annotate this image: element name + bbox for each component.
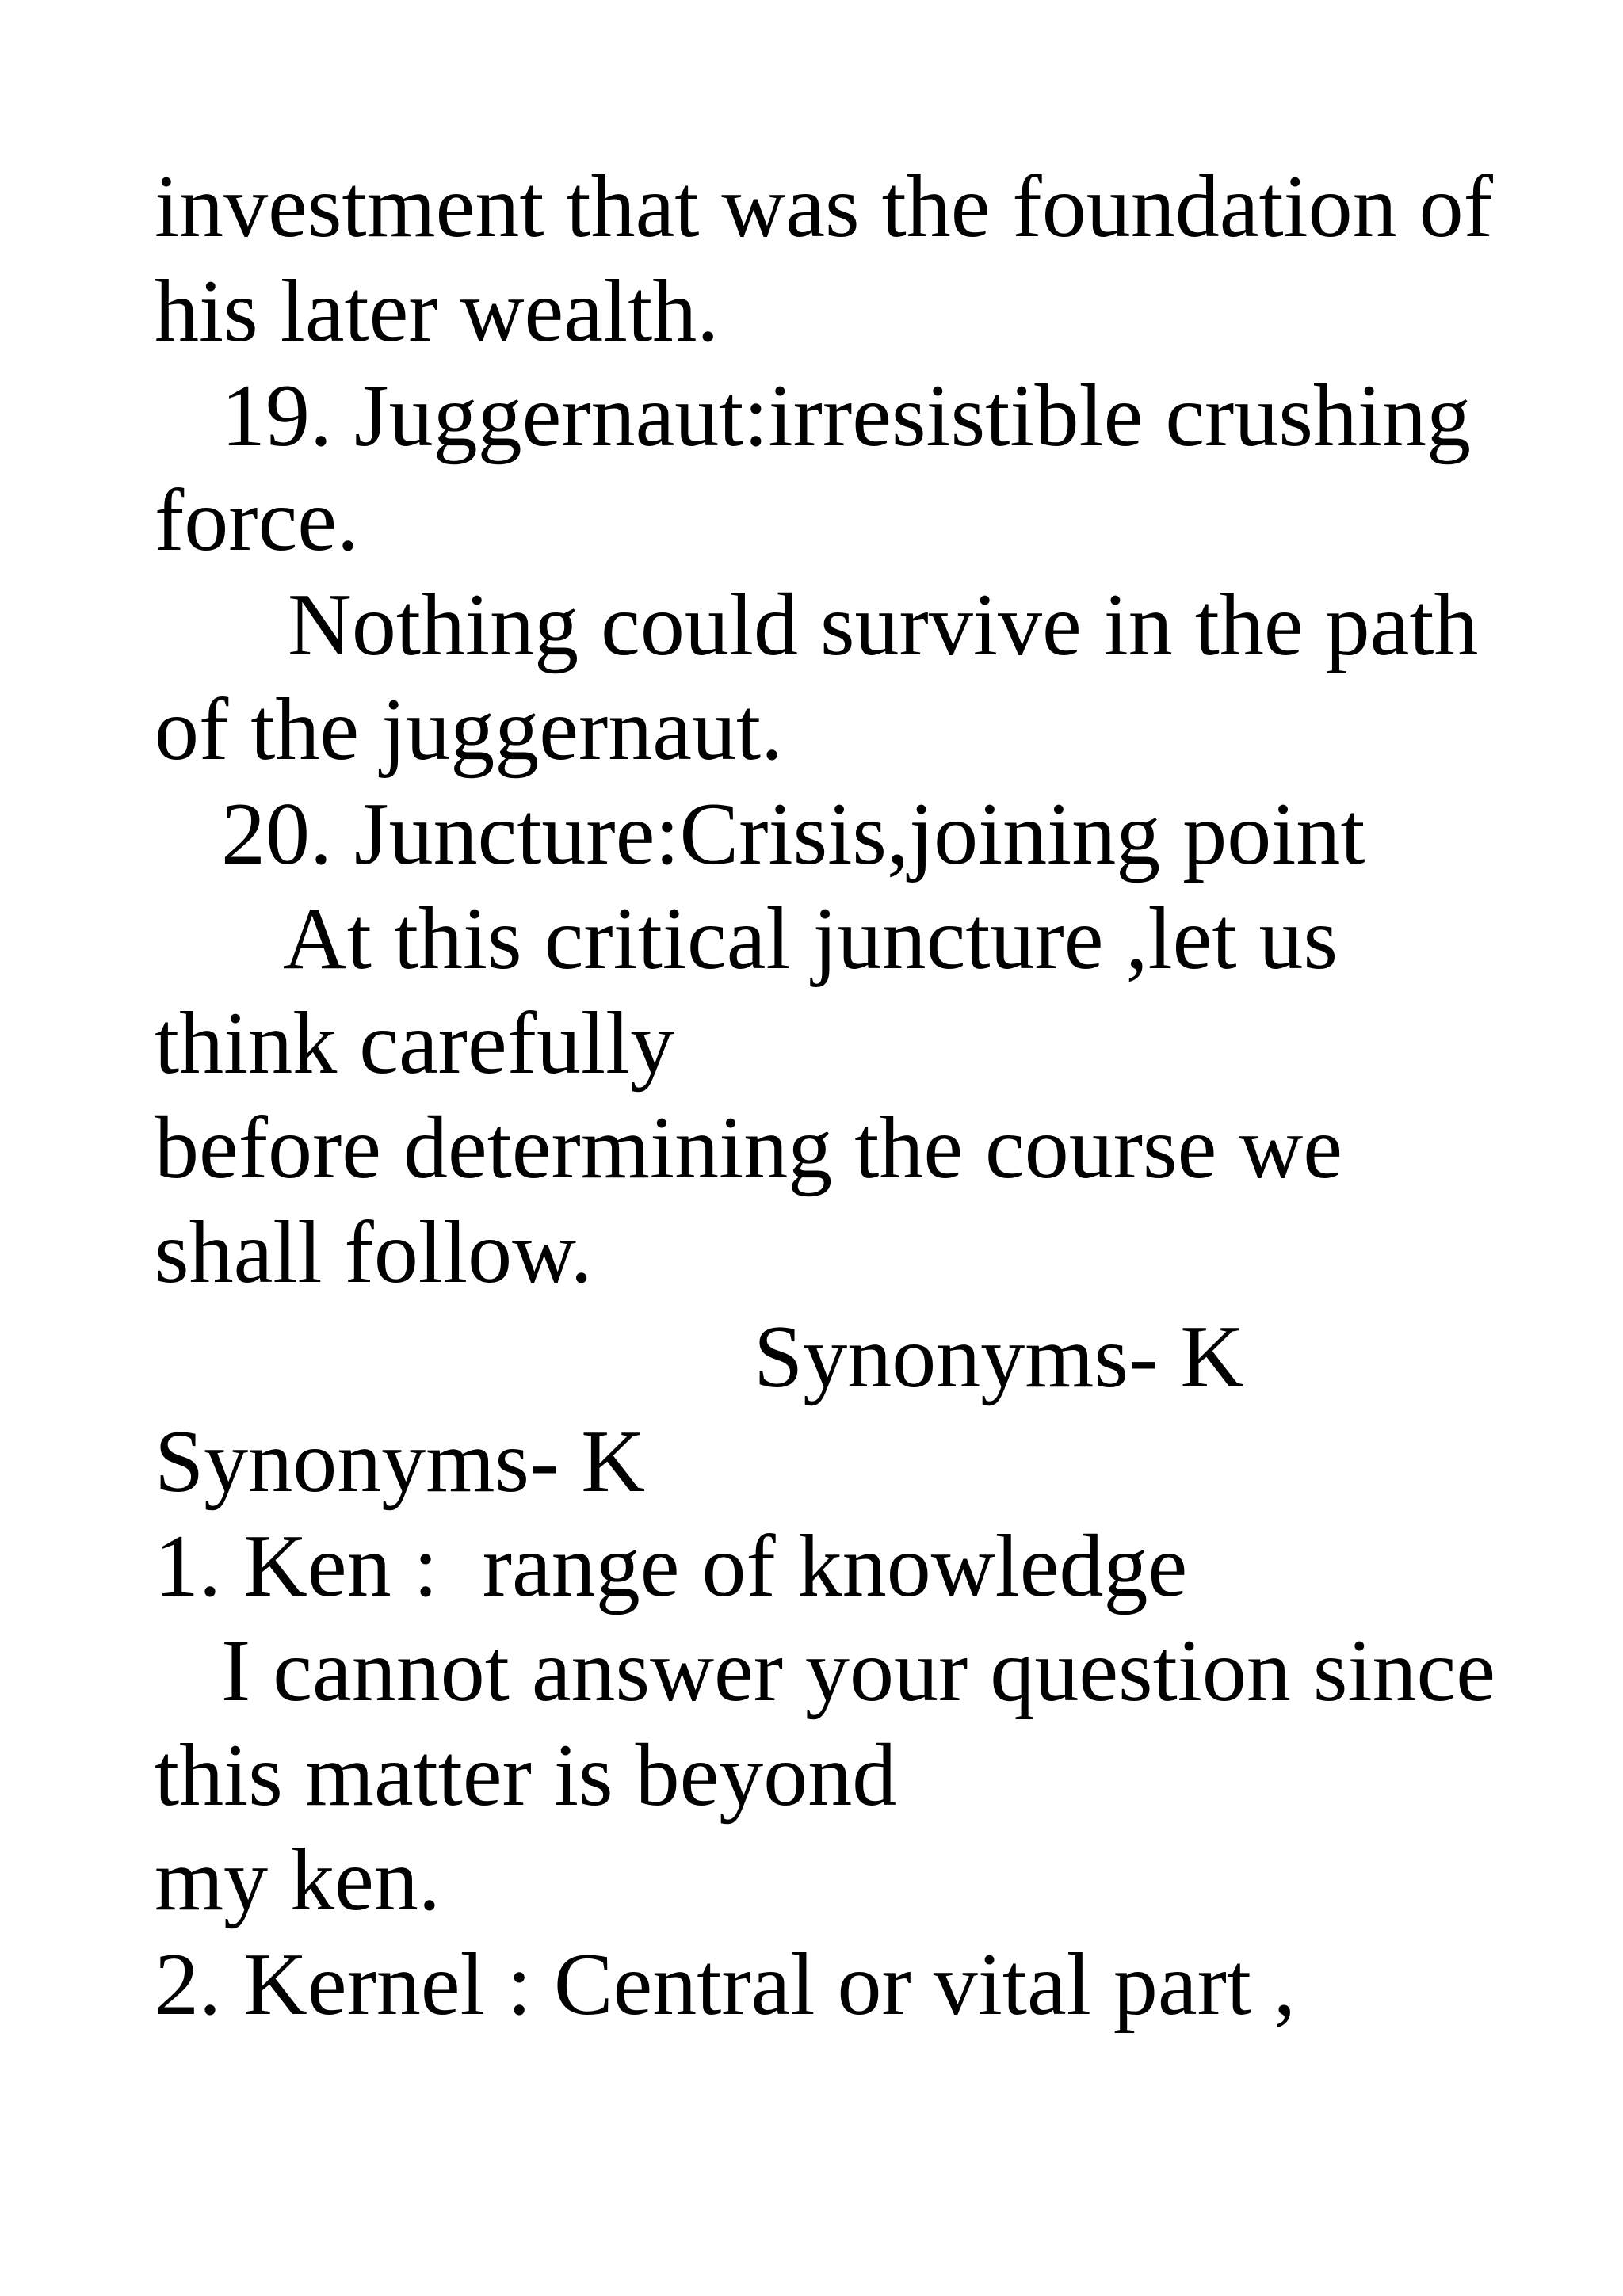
text-line-6: of the juggernaut. <box>155 681 784 779</box>
text-line-4: force. <box>155 471 360 570</box>
text-line-8: At this critical juncture ,let us <box>155 890 1338 988</box>
text-line-3: 19. Juggernaut:irresistible crushing <box>155 367 1472 465</box>
text-line-11: shall follow. <box>155 1203 593 1302</box>
text-line-10: before determining the course we <box>155 1099 1342 1197</box>
text-line-18: 2. Kernel : Central or vital part , <box>155 1936 1296 2034</box>
text-line-1: investment that was the foundation of <box>155 158 1493 256</box>
text-line-17: my ken. <box>155 1831 441 1929</box>
text-line-14: 1. Ken : range of knowledge <box>155 1517 1188 1615</box>
text-line-15: I cannot answer your question since <box>155 1622 1495 1720</box>
text-line-2: his later wealth. <box>155 262 720 360</box>
text-line-5: Nothing could survive in the path <box>155 576 1479 674</box>
text-line-7: 20. Juncture:Crisis,joining point <box>155 785 1365 883</box>
section-heading: Synonyms- K <box>155 1413 646 1511</box>
text-line-16: this matter is beyond <box>155 1726 897 1825</box>
text-line-9: think carefully <box>155 994 675 1093</box>
section-heading-centered: Synonyms- K <box>155 1308 1245 1406</box>
